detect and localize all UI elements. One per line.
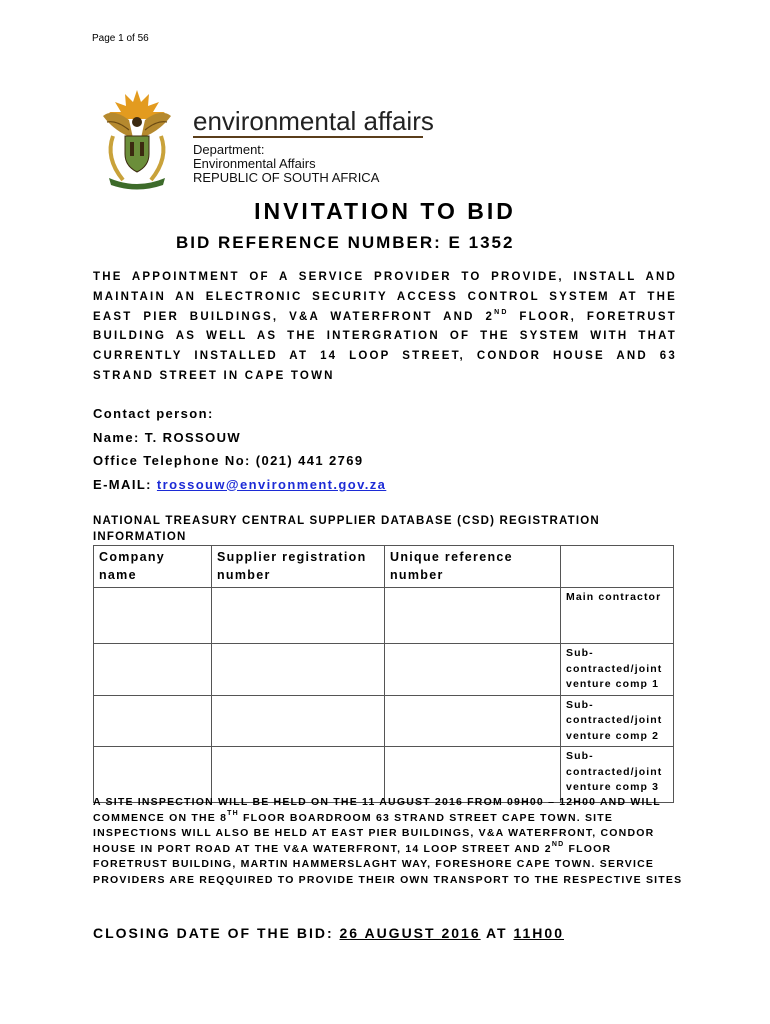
contact-phone: Office Telephone No: (021) 441 2769 (93, 453, 364, 468)
site-superscript-1: TH (227, 809, 239, 817)
closing-date-value: 26 AUGUST 2016 (339, 925, 481, 941)
page-number: Page 1 of 56 (92, 33, 149, 44)
logo-line-department: Department: (193, 142, 265, 157)
site-part1: A SITE INSPECTION WILL BE HELD ON THE 11 AUGUST 2016 FROM 09H00 – 12H00 AND WILL COMMENCE ON THE 8 (93, 796, 661, 824)
row-label-subcontractor-2: Sub-contracted/joint venture comp 2 (561, 695, 674, 747)
cell-company[interactable] (94, 695, 212, 747)
cell-reference[interactable] (385, 695, 561, 747)
cell-reference[interactable] (385, 644, 561, 696)
csd-heading: NATIONAL TREASURY CENTRAL SUPPLIER DATABASE (CSD) REGISTRATION INFORMATION (93, 515, 600, 543)
cell-company[interactable] (94, 588, 212, 644)
contact-email-link[interactable]: trossouw@environment.gov.za (156, 476, 387, 492)
table-header-row (94, 546, 674, 588)
cell-company[interactable] (94, 644, 212, 696)
description-superscript: ND (494, 308, 509, 316)
table-row (94, 588, 674, 644)
closing-at: AT (480, 925, 514, 941)
description-part1: THE APPOINTMENT OF A SERVICE PROVIDER TO PROVIDE, INSTALL AND MAINTAIN AN ELECTRONIC SECURITY ACCESS CONTROL SYSTEM AT THE EAST PIER BUILDINGS, V&A WATERFRONT AND 2 (93, 271, 677, 323)
bid-description (93, 268, 677, 387)
site-part3: FLOOR FORETRUST BUILDING, MARTIN HAMMERSLAGHT WAY, FORESHORE CAPE TOWN. SERVICE PROVIDERS ARE REQQUIRED TO PROVIDE THEIR OWN TRANSPORT TO THE RESPECTIVE SITES (93, 842, 683, 886)
bid-reference: BID REFERENCE NUMBER: E 1352 (176, 233, 515, 252)
document-title: INVITATION TO BID (254, 198, 516, 224)
closing-label: CLOSING DATE OF THE BID: (93, 925, 340, 941)
row-label-subcontractor-3: Sub-contracted/joint venture comp 3 (561, 747, 674, 803)
cell-reference[interactable] (385, 588, 561, 644)
logo-rule (193, 136, 423, 138)
row-label-main-contractor: Main contractor (561, 588, 674, 644)
row-label-subcontractor-1: Sub-contracted/joint venture comp 1 (561, 644, 674, 696)
contact-email-label: E-MAIL: (93, 476, 157, 492)
csd-registration-table (93, 545, 674, 803)
logo-line-republic: REPUBLIC OF SOUTH AFRICA (193, 170, 380, 185)
logo-title: environmental affairs (193, 106, 434, 136)
contact-email-row (93, 473, 386, 497)
department-logo (93, 86, 434, 192)
site-inspection-notice (93, 795, 683, 889)
site-part2: FLOOR BOARDROOM 63 STRAND STREET CAPE TOWN. SITE INSPECTIONS WILL ALSO BE HELD AT EAST PIER BUILDINGS, V&A WATERFRONT, CONDOR HOUSE IN PORT ROAD AT THE V&A WATERFRONT, 14 LOOP STREET AND 2 (93, 811, 655, 855)
contact-name: Name: T. ROSSOUW (93, 429, 242, 445)
logo-line-environmental-affairs: Environmental Affairs (193, 156, 316, 171)
description-part2: FLOOR, FORETRUST BUILDING AS WELL AS THE INTERGRATION OF THE SYSTEM WITH THAT CURRENTLY INSTALLED AT 14 LOOP STREET, CONDOR HOUSE AND 63 STRAND STREET IN CAPE TOWN (93, 310, 677, 382)
coat-of-arms-icon (93, 86, 181, 192)
cell-supplier[interactable] (212, 644, 385, 696)
contact-heading: Contact person: (93, 406, 214, 421)
closing-time-value: 11H00 (513, 925, 564, 941)
header-contractor-type (561, 546, 674, 588)
contact-block (93, 402, 386, 496)
header-unique-reference: Unique reference number (385, 546, 561, 588)
table-row (94, 644, 674, 696)
cell-supplier[interactable] (212, 588, 385, 644)
closing-date (93, 925, 564, 941)
table-row (94, 695, 674, 747)
header-supplier-registration: Supplier registration number (212, 546, 385, 588)
cell-supplier[interactable] (212, 695, 385, 747)
site-superscript-2: ND (551, 840, 565, 848)
header-company-name: Company name (94, 546, 212, 588)
